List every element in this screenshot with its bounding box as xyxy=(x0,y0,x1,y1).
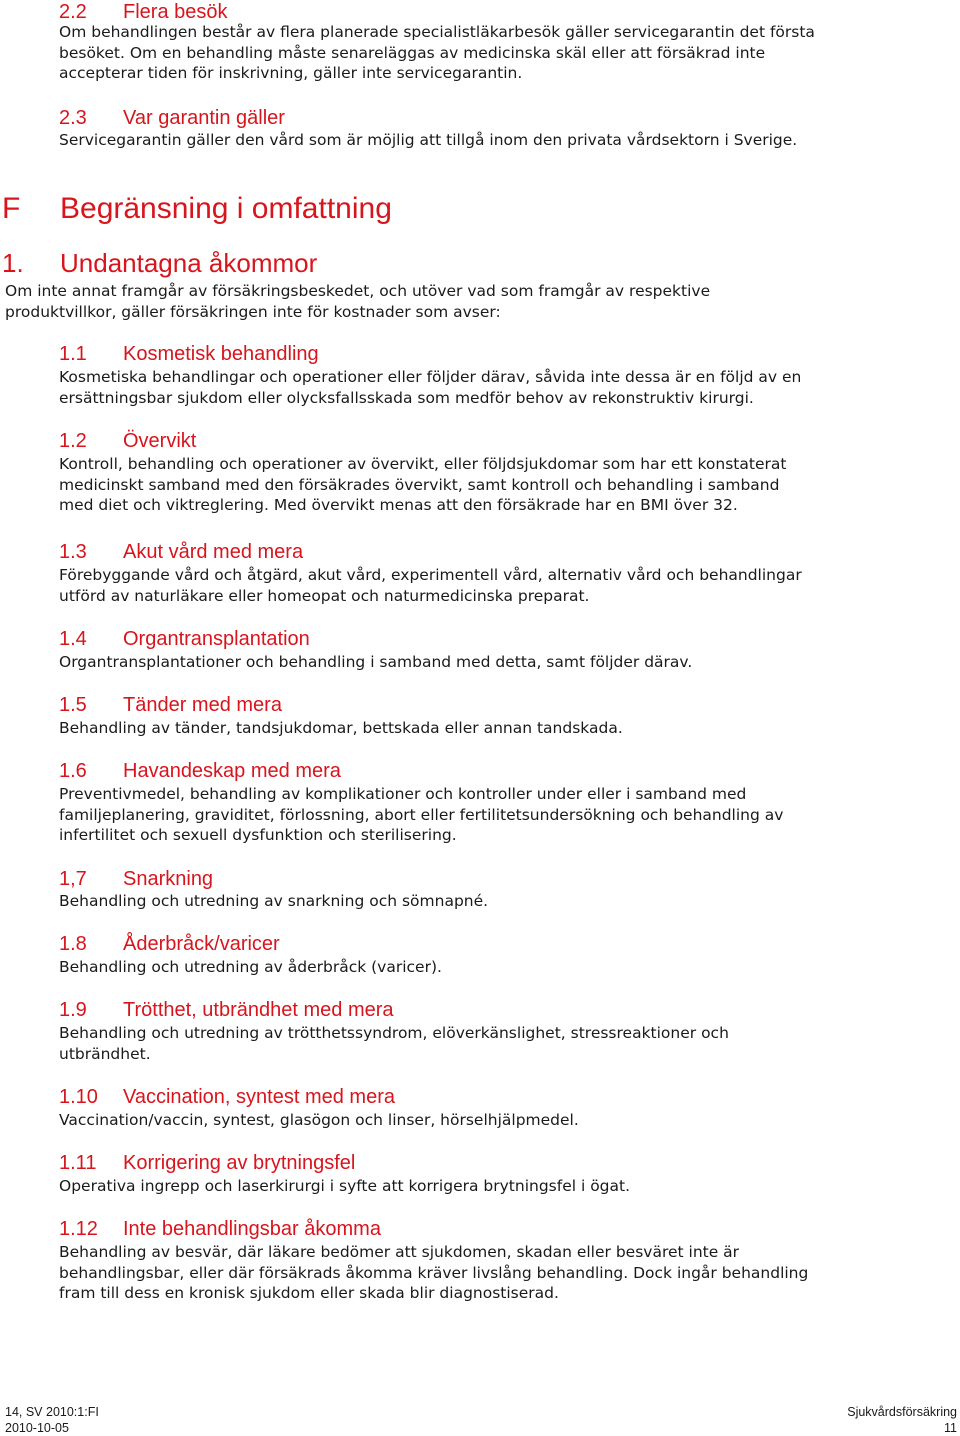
item-body xyxy=(59,367,801,408)
item-title: Organtransplantation xyxy=(123,628,310,650)
item-heading xyxy=(59,627,310,651)
body-line: med diet och viktreglering. Med övervikt menas att den försäkrade har en BMI över 32. xyxy=(59,496,738,515)
item-heading xyxy=(59,1217,381,1241)
heading-title: Undantagna åkommor xyxy=(60,248,318,278)
item-title: Åderbråck/varicer xyxy=(123,933,280,955)
body-line: Operativa ingrepp och laserkirurgi i syfte att korrigera brytningsfel i ögat. xyxy=(59,1177,631,1195)
item-heading xyxy=(59,1151,355,1175)
body-line: Om inte annat framgår av försäkringsbeskedet, och utöver vad som framgår av respektive xyxy=(5,282,711,300)
body-line: Organtransplantationer och behandling i samband med detta, samt följder därav. xyxy=(59,653,693,671)
body-line: accepterar tiden för inskrivning, gäller inte servicegarantin. xyxy=(59,64,523,83)
body-line: Kontroll, behandling och operationer av övervikt, eller följdsjukdomar som har ett konstaterat xyxy=(59,455,787,473)
footer-right xyxy=(847,1404,957,1436)
item-number: 1.2 xyxy=(59,430,87,452)
item-number: 1.8 xyxy=(59,933,87,955)
body-line: besöket. Om en behandling måste senareläggas av medicinska skäl eller att försäkrad inte xyxy=(59,43,766,62)
body-line: utförd av naturläkare eller homeopat och naturmedicinska preparat. xyxy=(59,586,590,605)
body-line: medicinskt samband med den försäkrades övervikt, samt kontroll och behandling i samband xyxy=(59,475,780,494)
body-line: Servicegarantin gäller den vård som är möjlig att tillgå inom den privata vårdsektorn i Sverige. xyxy=(59,131,798,149)
item-body xyxy=(59,565,802,606)
section-number: 2.2 xyxy=(59,1,87,23)
item-heading xyxy=(59,342,319,366)
section-heading xyxy=(59,0,228,24)
section-number: 2.3 xyxy=(59,107,87,129)
footer-product: Sjukvårdsförsäkring xyxy=(847,1405,957,1419)
item-heading xyxy=(59,932,280,956)
item-number: 1,7 xyxy=(59,868,87,890)
item-title: Inte behandlingsbar åkomma xyxy=(123,1218,381,1240)
item-body xyxy=(59,1242,808,1304)
item-number: 1.1 xyxy=(59,343,87,365)
body-line: Vaccination/vaccin, syntest, glasögon och linser, hörselhjälpmedel. xyxy=(59,1111,579,1129)
item-heading xyxy=(59,429,196,453)
body-line: infertilitet och sexuell dysfunktion och sterilisering. xyxy=(59,826,457,845)
item-number: 1.4 xyxy=(59,628,87,650)
item-heading xyxy=(59,1085,395,1109)
body-line: Behandling av tänder, tandsjukdomar, bettskada eller annan tandskada. xyxy=(59,719,623,737)
item-title: Vaccination, syntest med mera xyxy=(123,1086,395,1108)
item-number: 1.9 xyxy=(59,999,87,1021)
item-title: Kosmetisk behandling xyxy=(123,343,319,365)
body-line: familjeplanering, graviditet, förlossning, abort eller fertilitetsundersökning och behandling av xyxy=(59,805,784,824)
item-title: Trötthet, utbrändhet med mera xyxy=(123,999,394,1021)
item-title: Övervikt xyxy=(123,430,197,452)
item-body xyxy=(59,1110,579,1131)
item-body xyxy=(59,454,786,516)
item-heading xyxy=(59,867,213,891)
item-number: 1.10 xyxy=(59,1086,98,1108)
item-title: Korrigering av brytningsfel xyxy=(123,1152,356,1174)
item-heading xyxy=(59,693,282,717)
item-title: Havandeskap med mera xyxy=(123,760,341,782)
footer-left xyxy=(5,1404,99,1436)
chapter-letter: F xyxy=(2,192,21,225)
item-heading xyxy=(59,759,341,783)
body-line: Behandling och utredning av trötthetssyndrom, elöverkänslighet, stressreaktioner och xyxy=(59,1024,729,1042)
body-line: Förebyggande vård och åtgärd, akut vård, experimentell vård, alternativ vård och behandlingar xyxy=(59,566,802,584)
item-number: 1.12 xyxy=(59,1218,98,1240)
body-line: Behandling och utredning av snarkning och sömnapné. xyxy=(59,892,489,910)
item-body xyxy=(59,784,783,846)
section-title: Flera besök xyxy=(123,1,228,23)
chapter-title: Begränsning i omfattning xyxy=(60,192,392,225)
body-line: Behandling av besvär, där läkare bedömer att sjukdomen, skadan eller besväret inte är xyxy=(59,1243,740,1261)
section-body xyxy=(59,130,797,151)
item-number: 1.3 xyxy=(59,541,87,563)
footer-code: 14, SV 2010:1:FI xyxy=(5,1405,99,1419)
body-line: utbrändhet. xyxy=(59,1044,151,1063)
item-body xyxy=(59,891,488,912)
item-body xyxy=(59,1023,729,1064)
body-line: Behandling och utredning av åderbråck (varicer). xyxy=(59,958,442,976)
body-line: Om behandlingen består av flera planerade specialistläkarbesök gäller servicegarantin det första xyxy=(59,23,815,41)
section-heading xyxy=(59,106,285,130)
body-line: ersättningsbar sjukdom eller olycksfallsskada som medför behov av rekonstruktiv kirurgi. xyxy=(59,388,754,407)
item-title: Snarkning xyxy=(123,868,214,890)
item-body xyxy=(59,718,623,739)
footer-date: 2010-10-05 xyxy=(5,1421,69,1435)
intro-text xyxy=(5,281,710,322)
item-body xyxy=(59,1176,630,1197)
body-line: fram till dess en kronisk sjukdom eller skada blir diagnostiserad. xyxy=(59,1284,559,1303)
item-number: 1.5 xyxy=(59,694,87,716)
chapter-heading xyxy=(2,192,392,226)
body-line: produktvillkor, gäller försäkringen inte för kostnader som avser: xyxy=(5,302,501,321)
item-number: 1.11 xyxy=(59,1152,97,1174)
item-heading xyxy=(59,540,303,564)
body-line: behandlingsbar, eller där försäkrads åkomma kräver livslång behandling. Dock ingår behandling xyxy=(59,1263,809,1282)
section-title: Var garantin gäller xyxy=(123,107,285,129)
main-heading xyxy=(2,248,317,278)
page-number: 11 xyxy=(944,1421,957,1435)
body-line: Preventivmedel, behandling av komplikationer och kontroller under eller i samband med xyxy=(59,785,747,803)
item-title: Akut vård med mera xyxy=(123,541,304,563)
body-line: Kosmetiska behandlingar och operationer eller följder därav, såvida inte dessa är en följd av en xyxy=(59,368,802,386)
item-title: Tänder med mera xyxy=(123,694,282,716)
item-heading xyxy=(59,998,394,1022)
heading-number: 1. xyxy=(2,248,24,278)
item-body xyxy=(59,652,692,673)
item-body xyxy=(59,957,442,978)
section-body xyxy=(59,22,815,84)
item-number: 1.6 xyxy=(59,760,87,782)
